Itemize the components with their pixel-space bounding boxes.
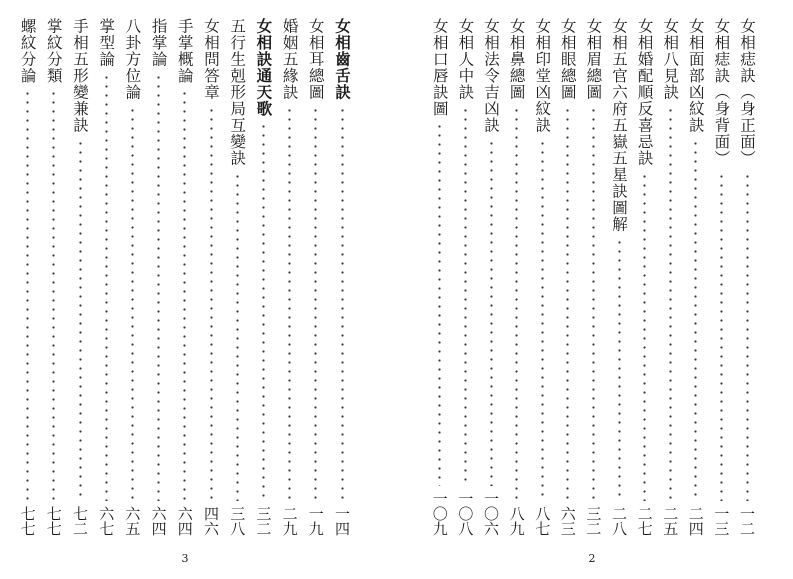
toc-entry[interactable] — [556, 18, 580, 536]
dot-leader — [79, 139, 82, 502]
toc-entry-title: 女相印堂凶紋訣 — [533, 18, 552, 134]
toc-entry-title: 手相五形變兼訣 — [71, 18, 89, 134]
toc-page-right — [400, 0, 793, 579]
dot-leader — [157, 73, 160, 502]
dot-leader — [746, 172, 749, 502]
dot-leader — [566, 106, 569, 502]
toc-entry-page-number: 二九 — [280, 506, 299, 536]
toc-entry-title: 螺紋分論 — [18, 18, 37, 84]
toc-entry-page-number: 七七 — [18, 506, 37, 536]
toc-entry-page-number: 二八 — [610, 506, 628, 536]
toc-entry[interactable] — [304, 18, 328, 536]
dot-leader — [541, 139, 544, 502]
toc-entry[interactable] — [120, 18, 144, 536]
toc-entry-page-number: 一三 — [712, 506, 731, 536]
toc-entry-title: 女相齒舌訣 — [333, 18, 352, 101]
toc-entry-title: 女相婚配順反喜忌訣 — [635, 18, 654, 167]
toc-entry-page-number: 三二 — [584, 506, 603, 536]
toc-entry-page-number: 二四 — [686, 506, 705, 536]
toc-entry[interactable] — [199, 18, 223, 536]
toc-entry-page-number: 六七 — [97, 506, 116, 536]
toc-entry-title: 女相八見訣 — [661, 18, 680, 101]
toc-entry-title: 女相問答章 — [202, 18, 220, 101]
toc-entry-page-number: 六四 — [149, 506, 168, 536]
toc-entry-title: 掌型論 — [97, 18, 116, 68]
toc-entry-page-number: 一〇八 — [456, 491, 475, 536]
dot-leader — [490, 139, 493, 487]
toc-entry[interactable] — [607, 18, 631, 536]
dot-leader — [618, 238, 621, 502]
toc-entry[interactable] — [505, 18, 529, 536]
toc-entry-page-number: 一九 — [306, 506, 325, 536]
toc-entry[interactable] — [633, 18, 657, 536]
toc-entry-title: 五行生剋形局互變訣 — [228, 18, 247, 167]
dot-leader — [643, 172, 646, 502]
toc-entry[interactable] — [684, 18, 708, 536]
dot-leader — [105, 73, 108, 502]
toc-entry-title: 女相法令吉凶訣 — [482, 18, 500, 134]
toc-entry[interactable] — [330, 18, 354, 536]
toc-entry-page-number: 一二 — [738, 506, 756, 536]
dot-leader — [262, 122, 265, 501]
toc-entry-title: 女相五官六府五嶽五星訣圖解 — [610, 18, 628, 233]
dot-leader — [236, 172, 239, 502]
toc-entry-page-number: 二七 — [635, 506, 654, 536]
dot-leader — [341, 106, 344, 502]
toc-entry-title: 女相面部凶紋訣 — [686, 18, 705, 134]
toc-entry-title: 女相鼻總圖 — [507, 18, 526, 101]
toc-entry-page-number: 六三 — [558, 506, 577, 536]
toc-entry-title: 手掌概論 — [175, 18, 194, 84]
dot-leader — [592, 106, 595, 502]
toc-entry-page-number: 八七 — [533, 506, 552, 536]
dot-leader — [314, 106, 317, 502]
page-folio-number: 2 — [588, 552, 596, 565]
toc-entry-title: 女相眉總圖 — [584, 18, 603, 101]
dot-leader — [694, 139, 697, 502]
toc-entry[interactable] — [16, 18, 40, 536]
toc-entry-page-number: 八九 — [507, 506, 526, 536]
toc-entry-page-number: 六五 — [123, 506, 142, 536]
toc-entry-page-number: 三二 — [254, 506, 273, 536]
dot-leader — [52, 89, 55, 501]
toc-entry-page-number: 二五 — [661, 506, 680, 536]
toc-entry-page-number: 三八 — [228, 506, 247, 536]
toc-entry-page-number: 六四 — [175, 506, 194, 536]
dot-leader — [26, 89, 29, 501]
toc-entry-title: 女相眼總圖 — [558, 18, 577, 101]
dot-leader — [669, 106, 672, 502]
toc-entry[interactable] — [453, 18, 477, 536]
toc-entry[interactable] — [709, 18, 733, 536]
dot-leader — [720, 172, 723, 502]
toc-entry[interactable] — [658, 18, 682, 536]
toc-entry-title: 女相口唇訣圖 — [430, 18, 449, 117]
toc-page-left — [0, 0, 375, 579]
toc-entry-page-number: 一〇九 — [430, 491, 449, 536]
toc-entry[interactable] — [479, 18, 503, 536]
toc-entry[interactable] — [94, 18, 118, 536]
toc-entry[interactable] — [147, 18, 171, 536]
toc-entry[interactable] — [225, 18, 249, 536]
toc-entry[interactable] — [68, 18, 92, 536]
toc-entry-title: 掌紋分類 — [44, 18, 63, 84]
toc-entry[interactable] — [278, 18, 302, 536]
toc-entry-title: 指掌論 — [149, 18, 168, 68]
toc-entry[interactable] — [581, 18, 605, 536]
toc-entry-title: 婚姻五緣訣 — [280, 18, 299, 101]
toc-entry-title: 女相耳總圖 — [306, 18, 325, 101]
dot-leader — [183, 89, 186, 501]
dot-leader — [464, 106, 467, 487]
toc-entry-page-number: 一〇六 — [482, 491, 500, 536]
dot-leader — [438, 122, 441, 486]
toc-entry[interactable] — [530, 18, 554, 536]
toc-entry[interactable] — [251, 18, 275, 536]
dot-leader — [515, 106, 518, 502]
toc-entry-title: 女相痣訣︵身背面︶ — [712, 18, 731, 167]
toc-entry-title: 女相人中訣 — [456, 18, 475, 101]
toc-entry-title: 女相訣通天歌 — [254, 18, 274, 117]
toc-entry-title: 女相痣訣︵身正面︶ — [738, 18, 756, 167]
toc-entry-page-number: 四六 — [202, 506, 220, 536]
toc-entry-page-number: 七二 — [71, 506, 89, 536]
dot-leader — [210, 106, 213, 502]
page-folio-number: 3 — [181, 552, 189, 565]
toc-entry[interactable] — [42, 18, 66, 536]
toc-entry-page-number: 七七 — [44, 506, 63, 536]
toc-entry-title: 八卦方位論 — [123, 18, 142, 101]
toc-entry[interactable] — [735, 18, 759, 536]
dot-leader — [131, 106, 134, 502]
toc-entry-page-number: 一四 — [333, 506, 351, 536]
dot-leader — [288, 106, 291, 502]
toc-entry[interactable] — [173, 18, 197, 536]
toc-entry[interactable] — [428, 18, 452, 536]
